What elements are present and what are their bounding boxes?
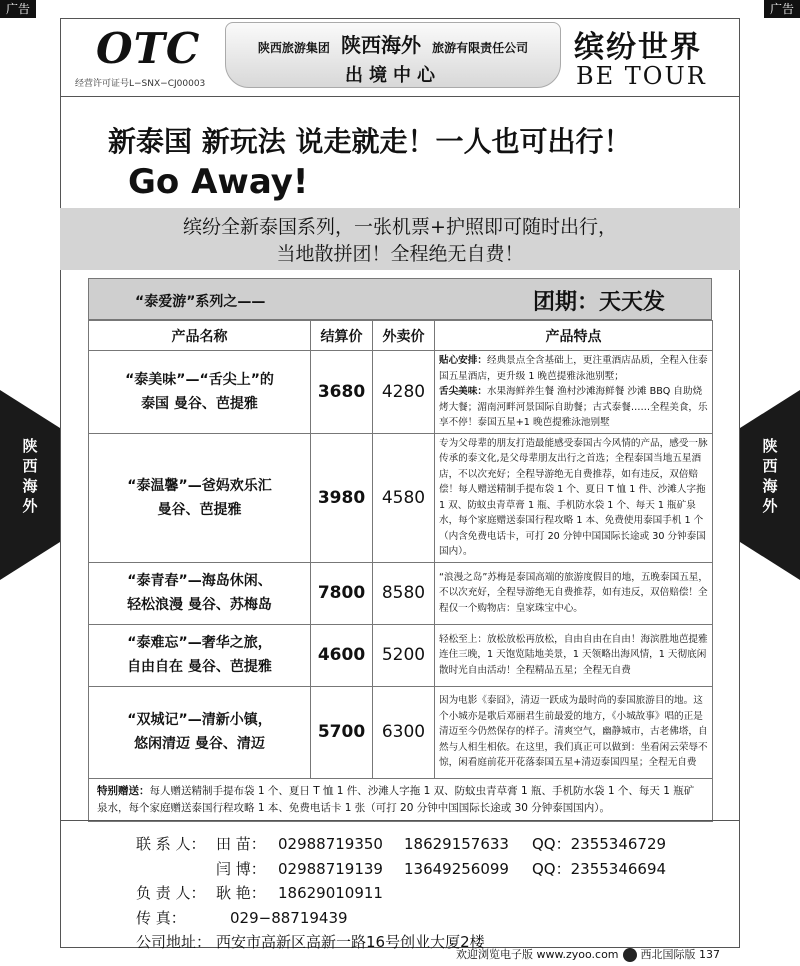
- contact-phone: 02988719139: [278, 859, 383, 878]
- logo-dot-icon: [623, 948, 637, 962]
- fax-label: 传 真：: [136, 908, 186, 927]
- contact-qq: QQ：2355346694: [532, 859, 667, 878]
- feature-label: 舌尖美味：: [439, 386, 487, 397]
- promo-line-1: 缤纷全新泰国系列，一张机票+护照即可随时出行，: [183, 216, 617, 238]
- product-name: [89, 562, 311, 624]
- headline: 新泰国 新玩法 说走就走！一人也可出行！: [108, 125, 632, 158]
- col-header-retail: 外卖价: [373, 321, 435, 351]
- series-header: [88, 278, 712, 320]
- footer-section: 西北国际版: [640, 948, 696, 961]
- settle-price: 3680: [311, 351, 373, 434]
- retail-price: 5200: [373, 624, 435, 686]
- product-name-line: “泰青春”—海岛休闲、: [127, 573, 272, 589]
- contact-mobile: 18629157633: [404, 835, 509, 853]
- product-name-line: “泰美味”—“舌尖上”的: [125, 371, 274, 388]
- gift-label: 特别赠送：: [97, 784, 150, 797]
- side-tab-left: [0, 390, 60, 580]
- gift-row: [89, 778, 713, 821]
- gift-text: 每人赠送精制手提布袋 1 个、夏日 T 恤 1 件、沙滩人字拖 1 双、防蚊虫青草膏 1 瓶、手机防水袋 1 个、每天 1 瓶矿泉水，每个家庭赠送泰国行程攻略 1 本、免费电话卡 1 张（可打 20 分钟中国国际长途或 30 分钟泰国国内）。: [97, 784, 695, 814]
- contact-person-name: 闫 博：: [216, 859, 266, 878]
- fax-number: 029−88719439: [230, 908, 348, 927]
- group-name: 陕西旅游集团: [257, 41, 330, 55]
- header-divider: [60, 96, 740, 97]
- col-header-name: 产品名称: [89, 321, 311, 351]
- address-label: 公司地址：: [136, 933, 212, 951]
- company-suffix: 旅游有限责任公司: [432, 41, 529, 55]
- contacts-divider: [60, 820, 740, 821]
- product-name-line: 轻松浪漫 曼谷、苏梅岛: [127, 597, 272, 613]
- product-name-line: 悠闲清迈 曼谷、清迈: [134, 736, 265, 752]
- header: [60, 18, 740, 96]
- brand-english: BE TOUR: [576, 62, 707, 90]
- page-footer: [456, 946, 720, 962]
- settle-price: 5700: [311, 686, 373, 778]
- footer-text: 欢迎浏览电子版 www.zyoo.com: [456, 948, 619, 961]
- gift-cell: [89, 778, 713, 821]
- side-tab-text: [0, 436, 60, 516]
- product-name-line: “泰温馨”—爸妈欢乐汇: [127, 477, 272, 494]
- ad-label-right: 广告: [764, 0, 800, 18]
- owner-name: 耿 艳：: [216, 884, 266, 902]
- feature-text: 经典景点全含基础上，更注重酒店品质，全程入住泰国五星酒店，更升级 1 晚芭提雅泳池别墅；: [439, 355, 708, 382]
- ad-label-left: 广告: [0, 0, 36, 18]
- side-tab-text: [740, 436, 800, 516]
- product-features: 因为电影《泰囧》，清迈一跃成为最时尚的泰国旅游目的地。这个小城亦是歌后邓丽君生前最爱的地方，《小城故事》唱的正是清迈至今仍然保存的样子。清爽空气，幽静城市，古老佛塔，自然与人相生相依。在这里，我们真正可以做到：坐看闲云荣辱不惊，闲看庭前花开花落泰国五星+清迈泰国四星；全程无自费: [435, 686, 713, 778]
- table-header-row: [89, 321, 713, 351]
- product-table: [88, 278, 712, 822]
- table-row: [89, 562, 713, 624]
- headline-english: Go Away!: [128, 162, 309, 202]
- product-name: [89, 624, 311, 686]
- contact-mobile: 13649256099: [404, 859, 509, 878]
- contact-qq: QQ：2355346729: [532, 835, 667, 853]
- owner-mobile: 18629010911: [278, 884, 383, 902]
- contact-person-name: 田 苗：: [216, 835, 266, 853]
- company-banner: [225, 22, 561, 88]
- table-row: [89, 686, 713, 778]
- table-row: [89, 351, 713, 434]
- group-period: 团期：天天发: [533, 290, 666, 315]
- product-features: “浪漫之岛”苏梅是泰国高端的旅游度假目的地，五晚泰国五星，不以次充好，全程导游绝无自费推荐，如有违反，双倍赔偿！全程仅一个购物店：皇家珠宝中心。: [435, 562, 713, 624]
- side-tab-right: [740, 390, 800, 580]
- settle-price: 7800: [311, 562, 373, 624]
- product-name: [89, 686, 311, 778]
- side-tab-label: 陕西海外: [22, 437, 38, 515]
- promo-line-2: 当地散拼团！全程绝无自费！: [276, 243, 524, 265]
- product-name-line: “双城记”—清新小镇，: [127, 712, 272, 728]
- product-features: 轻松至上：放松放松再放松，自由自由在自由！海滨胜地芭提雅连住三晚，1 天饱览陆地美景，1 天领略出海风情，1 天彻底闲散时光自由活动！全程精品五星；全程无自费: [435, 624, 713, 686]
- retail-price: 8580: [373, 562, 435, 624]
- owner-label: 负 责 人：: [136, 884, 206, 902]
- promo-banner: [60, 208, 740, 270]
- table-row: [89, 433, 713, 562]
- product-name: [89, 433, 311, 562]
- department-name: 出境中心: [345, 65, 441, 86]
- product-name-line: 泰国 曼谷、芭提雅: [141, 395, 258, 412]
- contact-label: 联 系 人：: [136, 835, 206, 853]
- series-name: “泰爱游”系列之——: [135, 294, 266, 310]
- product-name: [89, 351, 311, 434]
- col-header-features: 产品特点: [435, 321, 713, 351]
- feature-text: 水果海鲜养生餐 渔村沙滩海鲜餐 沙滩 BBQ 自助烧烤大餐；湄南河畔河景国际自助餐；古式泰餐……全程美食，乐享不停！泰国五星+1 晚芭提雅泳池别墅: [439, 386, 708, 428]
- retail-price: 4280: [373, 351, 435, 434]
- product-name-line: “泰难忘”—奢华之旅，: [127, 635, 272, 651]
- side-tab-label: 陕西海外: [762, 437, 778, 515]
- col-header-settle: 结算价: [311, 321, 373, 351]
- product-features: [435, 351, 713, 434]
- product-name-line: 自由自在 曼谷、芭提雅: [127, 659, 272, 675]
- company-main-name: 陕西海外: [341, 33, 421, 57]
- feature-label: 贴心安排：: [439, 355, 487, 366]
- settle-price: 3980: [311, 433, 373, 562]
- table-row: [89, 624, 713, 686]
- contact-phone: 02988719350: [278, 835, 383, 853]
- otc-logo: OTC: [96, 24, 201, 73]
- address-text: 西安市高新区高新一路16号创业大厦2楼: [216, 933, 485, 951]
- retail-price: 6300: [373, 686, 435, 778]
- brand-chinese: 缤纷世界: [574, 30, 702, 65]
- settle-price: 4600: [311, 624, 373, 686]
- product-name-line: 曼谷、芭提雅: [157, 501, 242, 518]
- retail-price: 4580: [373, 433, 435, 562]
- product-features: 专为父母辈的朋友打造最能感受泰国古今风情的产品，感受一脉传承的泰文化,是父母辈朋友出行之首选；全程泰国当地五星酒店，不以次充好；全程导游绝无自费推荐，如有违反，双倍赔偿！每人赠送精制手提布袋 1 个、夏日 T 恤 1 件、沙滩人字拖 1 双、防蚊虫青草膏 1 瓶、手机防水袋 1 个、每天 1 瓶矿泉水，每个家庭赠送泰国行程攻略 1 本、免费使用泰国手机 1 个（内含免费电话卡，可打 20 分钟中国国际长途或 30 分钟泰国国内）。: [435, 433, 713, 562]
- license-number: 经营许可证号L−SNX−CJ00003: [75, 79, 206, 89]
- page-number: 137: [699, 948, 721, 961]
